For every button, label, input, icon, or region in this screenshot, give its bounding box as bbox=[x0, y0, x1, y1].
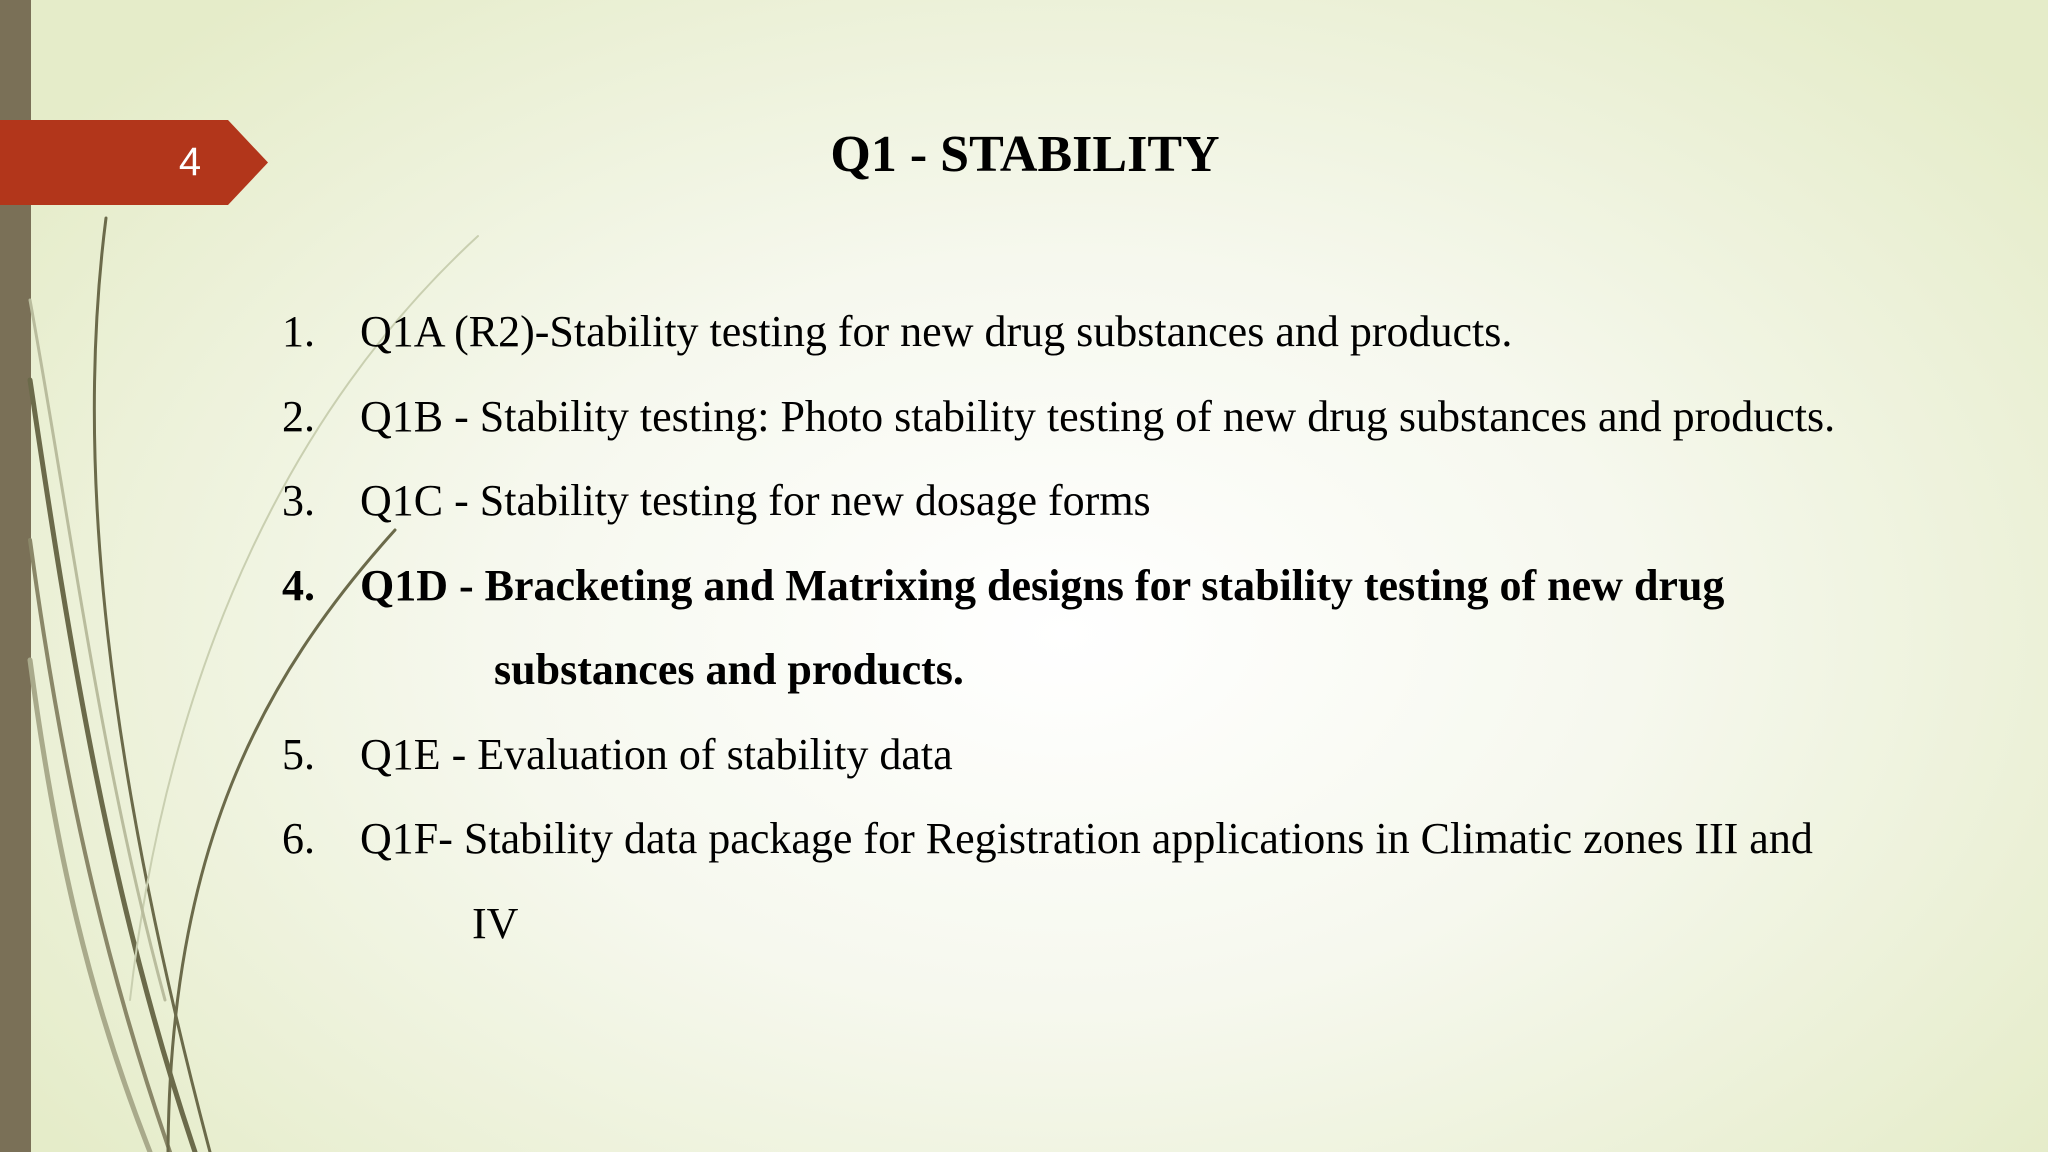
list-item bbox=[282, 375, 2002, 460]
list-item bbox=[282, 713, 2002, 798]
guideline-list bbox=[282, 290, 2002, 966]
item-text: Q1C - Stability testing for new dosage forms bbox=[360, 476, 1151, 525]
item-number: 4. bbox=[282, 560, 315, 610]
item-text: Q1A (R2)-Stability testing for new drug substances and products. bbox=[360, 307, 1513, 356]
item-text-continuation: IV bbox=[472, 898, 519, 948]
list-item-highlighted bbox=[282, 544, 2002, 713]
slide-number: 4 bbox=[178, 140, 202, 184]
item-text: Q1E - Evaluation of stability data bbox=[360, 729, 953, 779]
list-item bbox=[282, 290, 2002, 375]
item-text: Q1B - Stability testing: Photo stability testing of new drug substances and products. bbox=[360, 391, 1836, 441]
item-number: 2. bbox=[282, 391, 315, 441]
item-text: Q1D - Bracketing and Matrixing designs for stability testing of new drug bbox=[360, 560, 1725, 610]
list-item bbox=[282, 797, 2002, 966]
list-item bbox=[282, 459, 2002, 544]
item-text-continuation: substances and products. bbox=[494, 645, 964, 694]
item-number: 3. bbox=[282, 476, 315, 525]
item-text: Q1F- Stability data package for Registration applications in Climatic zones III and bbox=[360, 814, 1813, 863]
item-number: 5. bbox=[282, 729, 315, 779]
item-number: 1. bbox=[282, 307, 315, 356]
slide-title: Q1 - STABILITY bbox=[830, 126, 1220, 183]
item-number: 6. bbox=[282, 814, 315, 863]
